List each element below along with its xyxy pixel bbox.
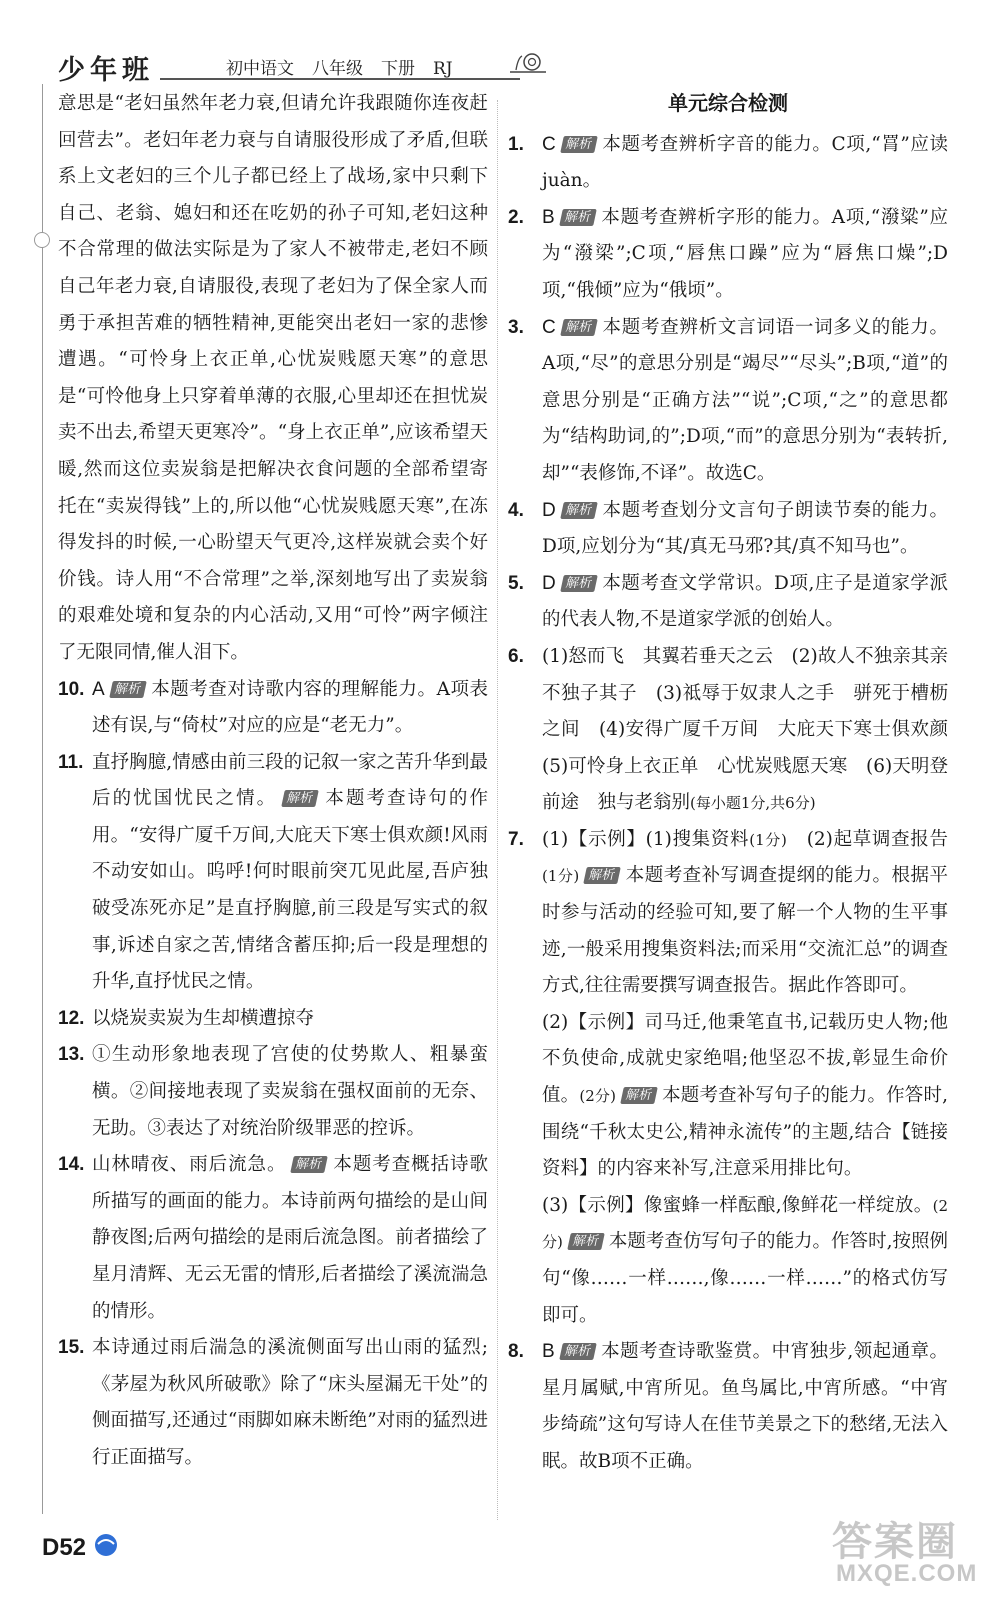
analysis-tag-icon: 解析 [291,1156,329,1173]
analysis-tag-icon: 解析 [560,136,598,153]
item-analysis: 本题考查补写调查提纲的能力。根据平时参与活动的经验可知,要了解一个人物的生平事迹,一般采用搜集资料法;而采用“交流汇总”的调查方式,往往需要撰写调查报告。据此作答即可。 [542,865,948,997]
item-number: 3. [508,316,524,338]
answer-item-8 [508,1334,948,1480]
item-answer: C [542,133,556,155]
answer-item-10 [58,672,488,745]
item-analysis: 本题考查仿写句子的能力。作答时,按照例句“像……一样……,像……一样……”的格式仿写即可。 [542,1231,948,1326]
answer-item-6 [508,639,967,822]
item-answer-part2: (2)【示例】司马迁,他秉笔直书,记载历史人物;他不负使命,成就史家绝唱;他坚忍不拔,彰显生命价值。 [542,1011,948,1107]
subject-info [226,54,471,79]
item-answer: B [542,1341,555,1363]
item-number: 11. [58,751,84,773]
analysis-tag-icon: 解析 [281,790,319,807]
item-analysis: 本题考查诗歌鉴赏。中宵独步,领起通章。星月属赋,中宵所见。鱼鸟属比,中宵所感。“中宵步绮疏”这句写诗人在佳节美景之下的愁绪,无法入眠。故B项不正确。 [542,1341,948,1472]
item-analysis: 本题考查划分文言句子朗读节奏的能力。D项,应划分为“其/真无马邪?其/真不知马也”。 [542,499,948,558]
grade-label: 八年级 [312,59,363,79]
answer-item-5 [508,566,948,639]
answer-item-13 [58,1037,488,1147]
item-answer-part1b: (2)起草调查报告 [786,828,948,850]
item-number: 8. [508,1341,524,1363]
analysis-tag-icon: 解析 [567,1233,605,1250]
item-number: 6. [508,645,524,667]
globe-icon [92,1532,120,1558]
left-margin-rule [42,84,43,1514]
item-number: 4. [508,499,524,521]
item-number: 7. [508,828,524,850]
item-answer-part3: (3)【示例】像蜜蜂一样酝酿,像鲜花一样绽放。 [542,1194,933,1216]
item-number: 5. [508,572,524,594]
section-title: 单元综合检测 [668,93,788,115]
item-number: 2. [508,206,524,228]
analysis-tag-icon: 解析 [560,502,598,519]
item-score: (每小题1分,共6分) [690,794,816,813]
item-number: 12. [58,1007,85,1029]
analysis-tag-icon: 解析 [560,575,598,592]
item-analysis: 本题考查辨析文言词语一词多义的能力。A项,“尽”的意思分别是“竭尽”“尽头”;B项,“道”的意思分别是“正确方法”“说”;C项,“之”的意思都为“结构助词,的”;D项,“而”的意思分别为“表转折,却”“表修饰,不译”。故选C。 [542,316,948,484]
analysis-tag-icon: 解析 [620,1087,658,1104]
item-answer: 本诗通过雨后湍急的溪流侧面写出山雨的猛烈;《茅屋为秋风所破歌》除了“床头屋漏无干处”的侧面描写,还通过“雨脚如麻未断绝”对雨的猛烈进行正面描写。 [92,1337,488,1468]
right-column [508,86,967,1481]
item-score: (2分) [579,1087,616,1106]
watermark-url: MXQE.COM [836,1560,978,1587]
item-answer: B [542,206,555,228]
item-answer: ①生动形象地表现了宫使的仗势欺人、粗暴蛮横。②间接地表现了卖炭翁在强权面前的无奈、无助。③表达了对统治阶级罪恶的控诉。 [92,1044,488,1139]
answer-item-12 [58,1001,488,1038]
item-analysis: 本题考查文学常识。D项,庄子是道家学派的代表人物,不是道家学派的创始人。 [542,572,948,631]
analysis-tag-icon: 解析 [559,1343,597,1360]
answer-item-1 [508,127,948,200]
answer-item-15 [58,1330,488,1476]
volume-label: 下册 [381,59,415,79]
analysis-tag-icon: 解析 [560,319,598,336]
answer-item-14 [58,1147,488,1330]
item-number: 10. [58,678,85,700]
watermark [832,1510,982,1600]
page-number: D52 [42,1534,87,1561]
continued-answer-text: 意思是“老妇虽然年老力衰,但请允许我跟随你连夜赶回营去”。老妇年老力衰与自请服役形成了矛盾,但联系上文老妇的三个儿子都已经上了战场,家中只剩下自己、老翁、媳妇和还在吃奶的孙子可知,老妇这种不合常理的做法实际是为了家人不被带走,老妇不顾自己年老力衰,自请服役,表现了老妇为了保全家人而勇于承担苦难的牺牲精神,更能突出老妇一家的悲惨遭遇。“可怜身上衣正单,心忧炭贱愿天寒”的意思是“可怜他身上只穿着单薄的衣服,心里却还在担忧炭卖不出去,希望天更寒冷”。“身上衣正单”,应该希望天暖,然而这位卖炭翁是把解决衣食问题的全部希望寄托在“卖炭得钱”上的,所以他“心忧炭贱愿天寒”,在冻得发抖的时候,一心盼望天气更冷,这样炭就会卖个好价钱。诗人用“不合常理”之举,深刻地写出了卖炭翁的艰难处境和复杂的内心活动,又用“可怜”两字倾注了无限同情,催人泪下。 [58,93,488,663]
item-answer: C [542,316,556,338]
header-rule [160,78,520,80]
item-analysis: 本题考查诗句的作用。“安得广厦千万间,大庇天下寒士俱欢颜!风雨不动安如山。呜呼!何时眼前突兀见此屋,吾庐独破受冻死亦足”是直抒胸臆,前三段是写实式的叙事,诉述自家之苦,情绪含蓄压抑;后一段是理想的升华,直抒忧民之情。 [92,788,488,993]
item-score: (2分) [542,1196,948,1252]
item-analysis: 本题考查补写句子的能力。作答时,围绕“千秋太史公,精神永流传”的主题,结合【链接资料】的内容来补写,注意采用排比句。 [542,1085,948,1180]
answer-item-7-part3 [508,1188,948,1334]
item-analysis: 本题考查概括诗歌所描写的画面的能力。本诗前两句描绘的是山间静夜图;后两句描绘的是雨后流急图。前者描绘了星月清辉、无云无雷的情形,后者描绘了溪流湍急的情形。 [92,1154,488,1322]
item-score: (1分) [542,867,580,886]
item-answer: D [542,499,556,521]
edition-label: RJ [433,59,453,79]
answer-item-7 [508,822,948,1005]
item-answer: A [92,678,105,700]
answer-item-7-part2 [508,1005,948,1188]
item-analysis: 本题考查对诗歌内容的理解能力。A项表述有误,与“倚杖”对应的应是“老无力”。 [92,678,488,737]
answer-item-2 [508,200,948,310]
item-answer: D [542,572,556,594]
answer-item-3 [508,310,948,493]
item-number: 13. [58,1044,85,1066]
item-analysis: 本题考查辨析字形的能力。A项,“潑粱”应为“潑梁”;C项,“唇焦口躁”应为“唇焦口燥”;D项,“俄倾”应为“俄顷”。 [542,206,948,301]
analysis-tag-icon: 解析 [559,209,597,226]
analysis-tag-icon: 解析 [583,867,621,884]
item-answer-part1: (1)【示例】(1)搜集资料 [542,828,750,850]
item-analysis: 本题考查辨析字音的能力。C项,“罥”应读juàn。 [542,133,948,192]
item-answer: 直抒胸臆,情感由前三段的记叙一家之苦升华到最后的忧国忧民之情。 [92,751,488,810]
item-answer: (1)怒而飞 其翼若垂天之云 (2)故人不独亲其亲 不独子其子 (3)祗辱于奴隶人之手 骈死于槽枥之间 (4)安得广厦千万间 大庇天下寒士俱欢颜 (5)可怜身上衣正单 心忧炭贱愿天寒 (6)天明登前途 独与老翁别 [542,645,967,814]
page-header [40,44,500,86]
item-score: (1分) [749,830,787,849]
answer-item-4 [508,493,948,566]
item-answer: 山林晴夜、雨后流急。 [92,1154,287,1176]
binder-hole-icon [34,232,50,248]
answer-item-11 [58,745,488,1001]
item-number: 15. [58,1337,85,1359]
brand-logo-text: 少年班 [58,55,154,86]
subject-label: 初中语文 [226,59,294,79]
item-answer: 以烧炭卖炭为生却横遭掠夺 [92,1007,315,1029]
item-number: 1. [508,133,524,155]
left-column [58,86,488,1477]
column-divider [497,100,498,1520]
analysis-tag-icon: 解析 [109,681,147,698]
snail-logo-icon [508,50,548,76]
watermark-text: 答案圈 [832,1520,958,1564]
item-number: 14. [58,1154,85,1176]
